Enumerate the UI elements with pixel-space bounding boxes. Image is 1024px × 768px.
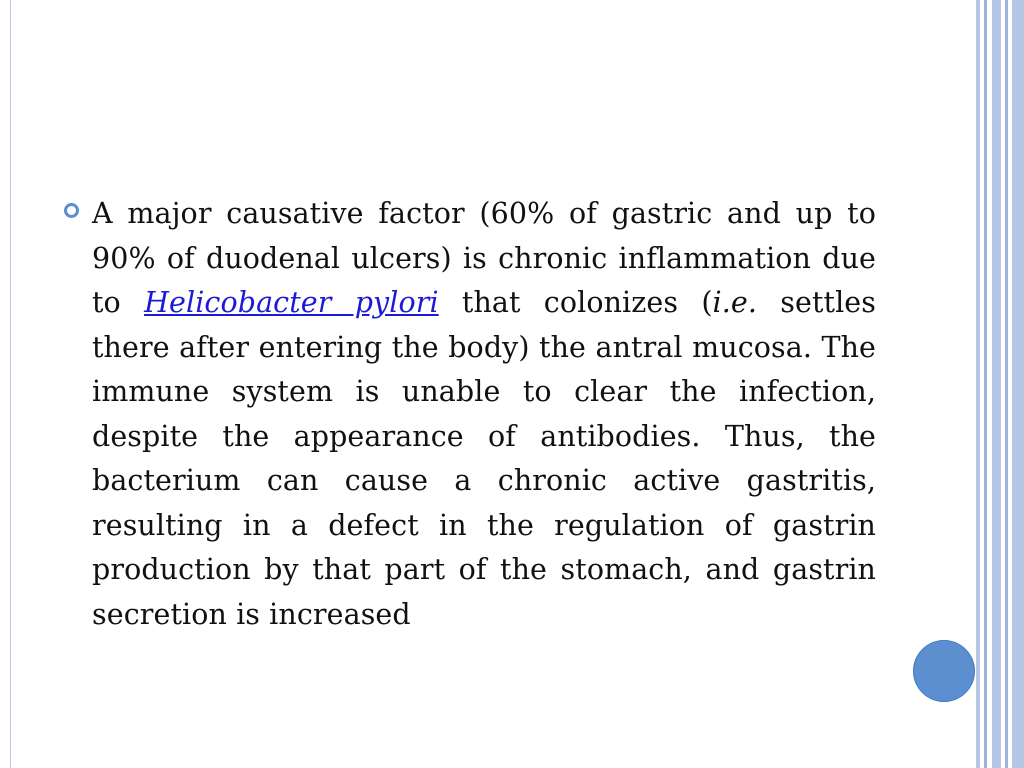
helicobacter-pylori-link[interactable]: Helicobacter pylori	[144, 286, 439, 319]
bullet-text-part-2: that colonizes (	[438, 286, 713, 319]
stripe	[1005, 0, 1008, 768]
left-edge-line	[10, 0, 11, 768]
bullet-text-part-3: settles there after entering the body) the antral mucosa. The immune system is unable to clear the infection, despite the appearance of antibodies. Thus, the bacterium can cause a chronic active gastritis, resulting in a defect in the regulation of gastrin production by that part of the stomach, and gastrin secretion is increased	[92, 286, 876, 631]
decorative-circle	[913, 640, 975, 702]
bullet-text-part-1: A major causative factor (60% of gastric and up to 90% of duodenal ulcers) is chronic inflammation due to	[92, 197, 876, 319]
bullet-ring-icon	[64, 203, 79, 218]
stripe	[984, 0, 987, 768]
stripe	[992, 0, 1001, 768]
stripe	[1012, 0, 1024, 768]
bullet-italic-ie: i.e.	[712, 286, 758, 319]
right-decorative-stripes	[976, 0, 1024, 768]
stripe	[976, 0, 980, 768]
bullet-item	[64, 192, 876, 637]
bullet-paragraph	[92, 192, 876, 637]
